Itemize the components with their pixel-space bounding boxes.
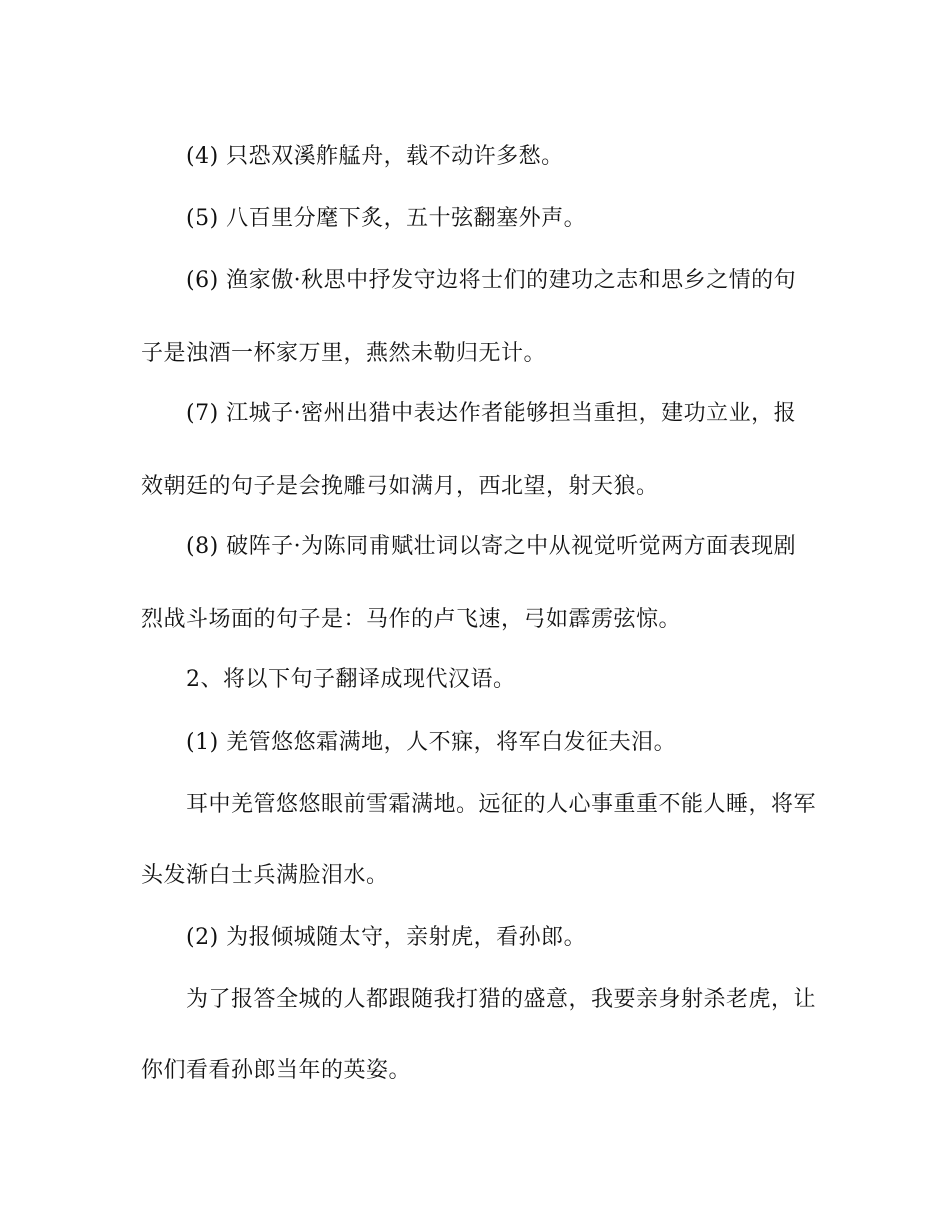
translation-1-source: (1) 羌管悠悠霜满地，人不寐，将军白发征夫泪。 [186,730,677,755]
item-6-line-1: (6) 渔家傲·秋思中抒发守边将士们的建功之志和思乡之情的句 [186,268,797,293]
item-6-line-2: 子是浊酒一杯家万里，燕然未勒归无计。 [141,341,547,366]
translation-2-answer-line-2: 你们看看孙郎当年的英姿。 [141,1058,412,1083]
translation-2-source: (2) 为报倾城随太守，亲射虎，看孙郎。 [186,925,587,950]
translation-2-answer-line-1: 为了报答全城的人都跟随我打猎的盛意，我要亲身射杀老虎，让 [186,987,817,1012]
item-7-line-2: 效朝廷的句子是会挽雕弓如满月，西北望，射天狼。 [141,474,659,499]
translation-1-answer-line-2: 头发渐白士兵满脸泪水。 [141,863,389,888]
section-2-heading: 2、将以下句子翻译成现代汉语。 [186,667,516,692]
item-7-line-1: (7) 江城子·密州出猎中表达作者能够担当重担，建功立业，报 [186,401,797,426]
translation-1-answer-line-1: 耳中羌管悠悠眼前雪霜满地。远征的人心事重重不能人睡，将军 [186,792,817,817]
item-8-line-1: (8) 破阵子·为陈同甫赋壮词以寄之中从视觉听觉两方面表现剧 [186,534,797,559]
item-5-line: (5) 八百里分麾下炙，五十弦翻塞外声。 [186,206,587,231]
item-8-line-2: 烈战斗场面的句子是：马作的卢飞速，弓如霹雳弦惊。 [141,607,682,632]
item-4-line: (4) 只恐双溪舴艋舟，载不动许多愁。 [186,144,564,169]
